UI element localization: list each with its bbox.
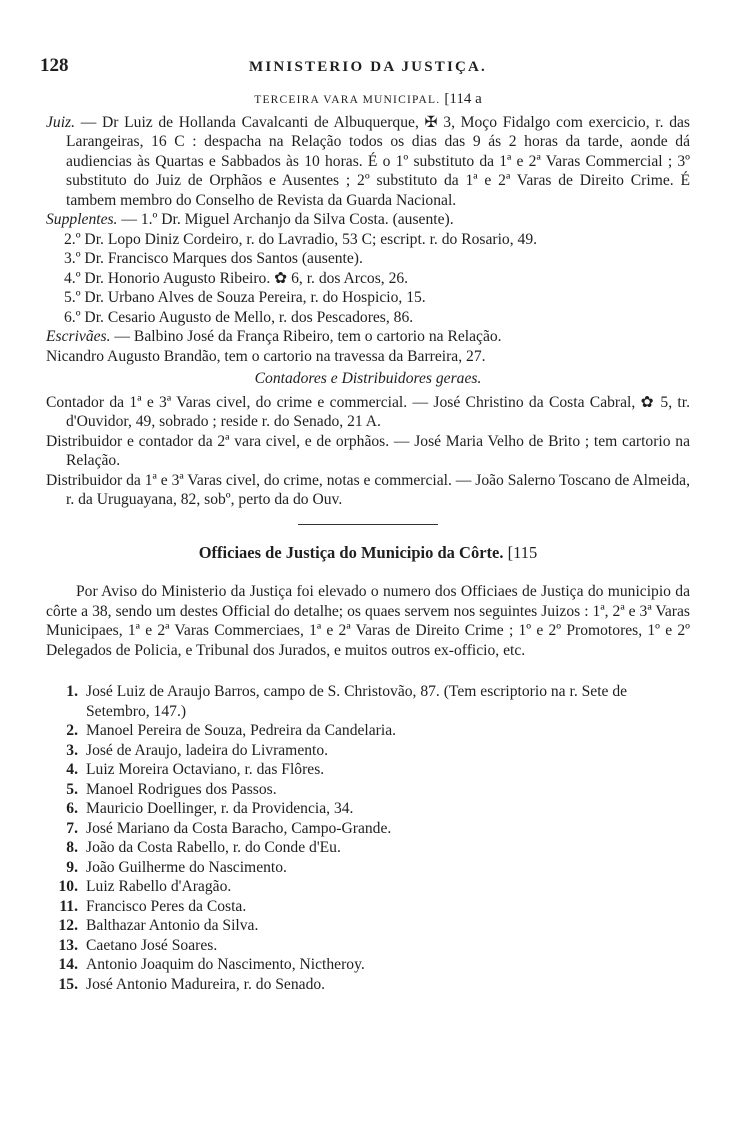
item-number: 10. (58, 878, 78, 895)
item-number: 15. (58, 975, 78, 993)
escrivaes-paragraph (46, 327, 690, 347)
distribuidor-entry-2: Distribuidor da 1ª e 3ª Varas civel, do crime, notas e commercial. — João Salerno Toscano de Almeida, r. da Uruguayana, 82, sobº, perto da do Ouv. (46, 471, 690, 508)
vara-heading-text: TERCEIRA VARA MUNICIPAL. (254, 94, 441, 106)
contador-entry: Contador da 1ª e 3ª Varas civel, do crime e commercial. — José Christino da Costa Cabral, ✿ 5, tr. d'Ouvidor, 49, sobrado ; reside r. do Senado, 21 A. (46, 393, 690, 430)
item-number: 12. (58, 917, 78, 934)
item-text: Francisco Peres da Costa. (86, 897, 247, 915)
officials-heading-text: Officiaes de Justiça do Municipio da Côrte. (198, 542, 504, 562)
list-item (46, 897, 690, 917)
item-text: José de Araujo, ladeira do Livramento. (86, 741, 329, 759)
item-number: 14. (58, 956, 78, 973)
list-item (46, 877, 690, 897)
list-item (46, 799, 690, 819)
escrivaes-lead: Escrivães. (46, 328, 111, 345)
list-item (46, 916, 690, 936)
item-text: José Antonio Madureira, r. do Senado. (86, 975, 326, 993)
escrivao-second: Nicandro Augusto Brandão, tem o cartorio na travessa da Barreira, 27. (46, 347, 486, 365)
list-item (46, 975, 690, 995)
supplentes-first (46, 210, 690, 230)
judge-lead: Juiz. (46, 113, 76, 131)
list-item (46, 721, 690, 741)
item-text: Mauricio Doellinger, r. da Providencia, 34. (86, 800, 354, 817)
list-item (46, 858, 690, 878)
item-text: João da Costa Rabello, r. do Conde d'Eu. (86, 839, 341, 856)
item-number: 11. (59, 897, 78, 915)
distribuidor-entry-1: Distribuidor e contador da 2ª vara civel, e de orphãos. — José Maria Velho de Brito ; tem cartorio na Relação. (46, 432, 690, 469)
item-text: Luiz Rabello d'Aragão. (86, 878, 232, 895)
supplente-1: — 1.º Dr. Miguel Archanjo da Silva Costa. (ausente). (117, 211, 454, 228)
officials-heading (46, 543, 690, 563)
item-number: 13. (58, 936, 78, 954)
item-text: Antonio Joaquim do Nascimento, Nictheroy. (86, 956, 365, 973)
item-number: 7. (66, 819, 78, 837)
item-number: 3. (66, 741, 78, 759)
judge-text: — Dr Luiz de Hollanda Cavalcanti de Albuquerque, ✠ 3, Moço Fidalgo com exercicio, r. das Larangeiras, 16 C : despacha na Relação todos os dias das 9 ás 2 horas da tarde, aonde dá audiencias às Quartas e Sabbados às 10 horas. É o 1º substituto da 1ª e 2ª Varas Commercial ; 3º substituto do Juiz de Orphãos e Ausentes ; 2º substituto da 1ª e 2ª Varas de Direito Crime. É tambem membro do Conselho de Revista da Guarda Nacional. (66, 113, 690, 209)
section-divider (298, 524, 438, 525)
item-text: José Mariano da Costa Baracho, Campo-Grande. (86, 819, 392, 837)
item-number: 9. (66, 858, 78, 876)
item-text: Caetano José Soares. (86, 936, 218, 954)
item-number: 5. (66, 780, 78, 798)
running-head (40, 55, 690, 84)
supplente-5: 5.º Dr. Urbano Alves de Souza Pereira, r. do Hospicio, 15. (64, 289, 426, 306)
judge-paragraph (46, 113, 690, 211)
list-item (46, 780, 690, 800)
page-number: 128 (40, 55, 69, 76)
list-item (46, 838, 690, 858)
list-item (46, 682, 690, 721)
list-item (46, 955, 690, 975)
item-number: 4. (66, 761, 78, 778)
item-text: Luiz Moreira Octaviano, r. das Flôres. (86, 761, 325, 778)
supplente-6: 6.º Dr. Cesario Augusto de Mello, r. dos Pescadores, 86. (64, 308, 414, 326)
supplente-3: 3.º Dr. Francisco Marques dos Santos (ausente). (64, 250, 363, 267)
list-item (46, 741, 690, 761)
list-item (46, 819, 690, 839)
item-number: 1. (66, 683, 78, 700)
item-number: 8. (66, 839, 78, 856)
item-text: Balthazar Antonio da Silva. (86, 917, 259, 934)
contadores-heading: Contadores e Distribuidores geraes. (254, 370, 482, 387)
item-text: José Luiz de Araujo Barros, campo de S. Christovão, 87. (Tem escriptorio na r. Sete de Setembro, 147.) (86, 683, 628, 720)
escrivaes-text: — Balbino José da França Ribeiro, tem o cartorio na Relação. (110, 328, 502, 345)
vara-heading-ref: [114 a (444, 91, 482, 107)
running-title: MINISTERIO DA JUSTIÇA. (248, 59, 488, 75)
supplente-4: 4.º Dr. Honorio Augusto Ribeiro. ✿ 6, r. dos Arcos, 26. (64, 269, 409, 287)
item-text: Manoel Pereira de Souza, Pedreira da Candelaria. (86, 722, 397, 739)
supplentes-lead: Supplentes. (46, 211, 118, 228)
officials-heading-ref: [115 (507, 542, 538, 562)
item-text: Manoel Rodrigues dos Passos. (86, 780, 277, 798)
officials-list (46, 682, 690, 994)
list-item (46, 760, 690, 780)
supplente-2: 2.º Dr. Lopo Diniz Cordeiro, r. do Lavradio, 53 C; escript. r. do Rosario, 49. (64, 230, 538, 248)
item-text: João Guilherme do Nascimento. (86, 858, 287, 876)
item-number: 2. (66, 722, 78, 739)
list-item (46, 936, 690, 956)
item-number: 6. (66, 800, 78, 817)
officials-intro: Por Aviso do Ministerio da Justiça foi elevado o numero dos Officiaes de Justiça do municipio da côrte a 38, sendo um destes Official do detalhe; os quaes servem nos seguintes Juizos : 1ª, 2ª e 3ª Varas Municipaes, 1ª e 2ª Varas Commerciaes, 1ª e 2ª Varas de Direito Crime ; 1º e 2º Promotores, 1º e 2º Delegados de Policia, e Tribunal dos Jurados, e muitos outros ex-officio, etc. (46, 583, 690, 659)
vara-heading (46, 90, 690, 111)
